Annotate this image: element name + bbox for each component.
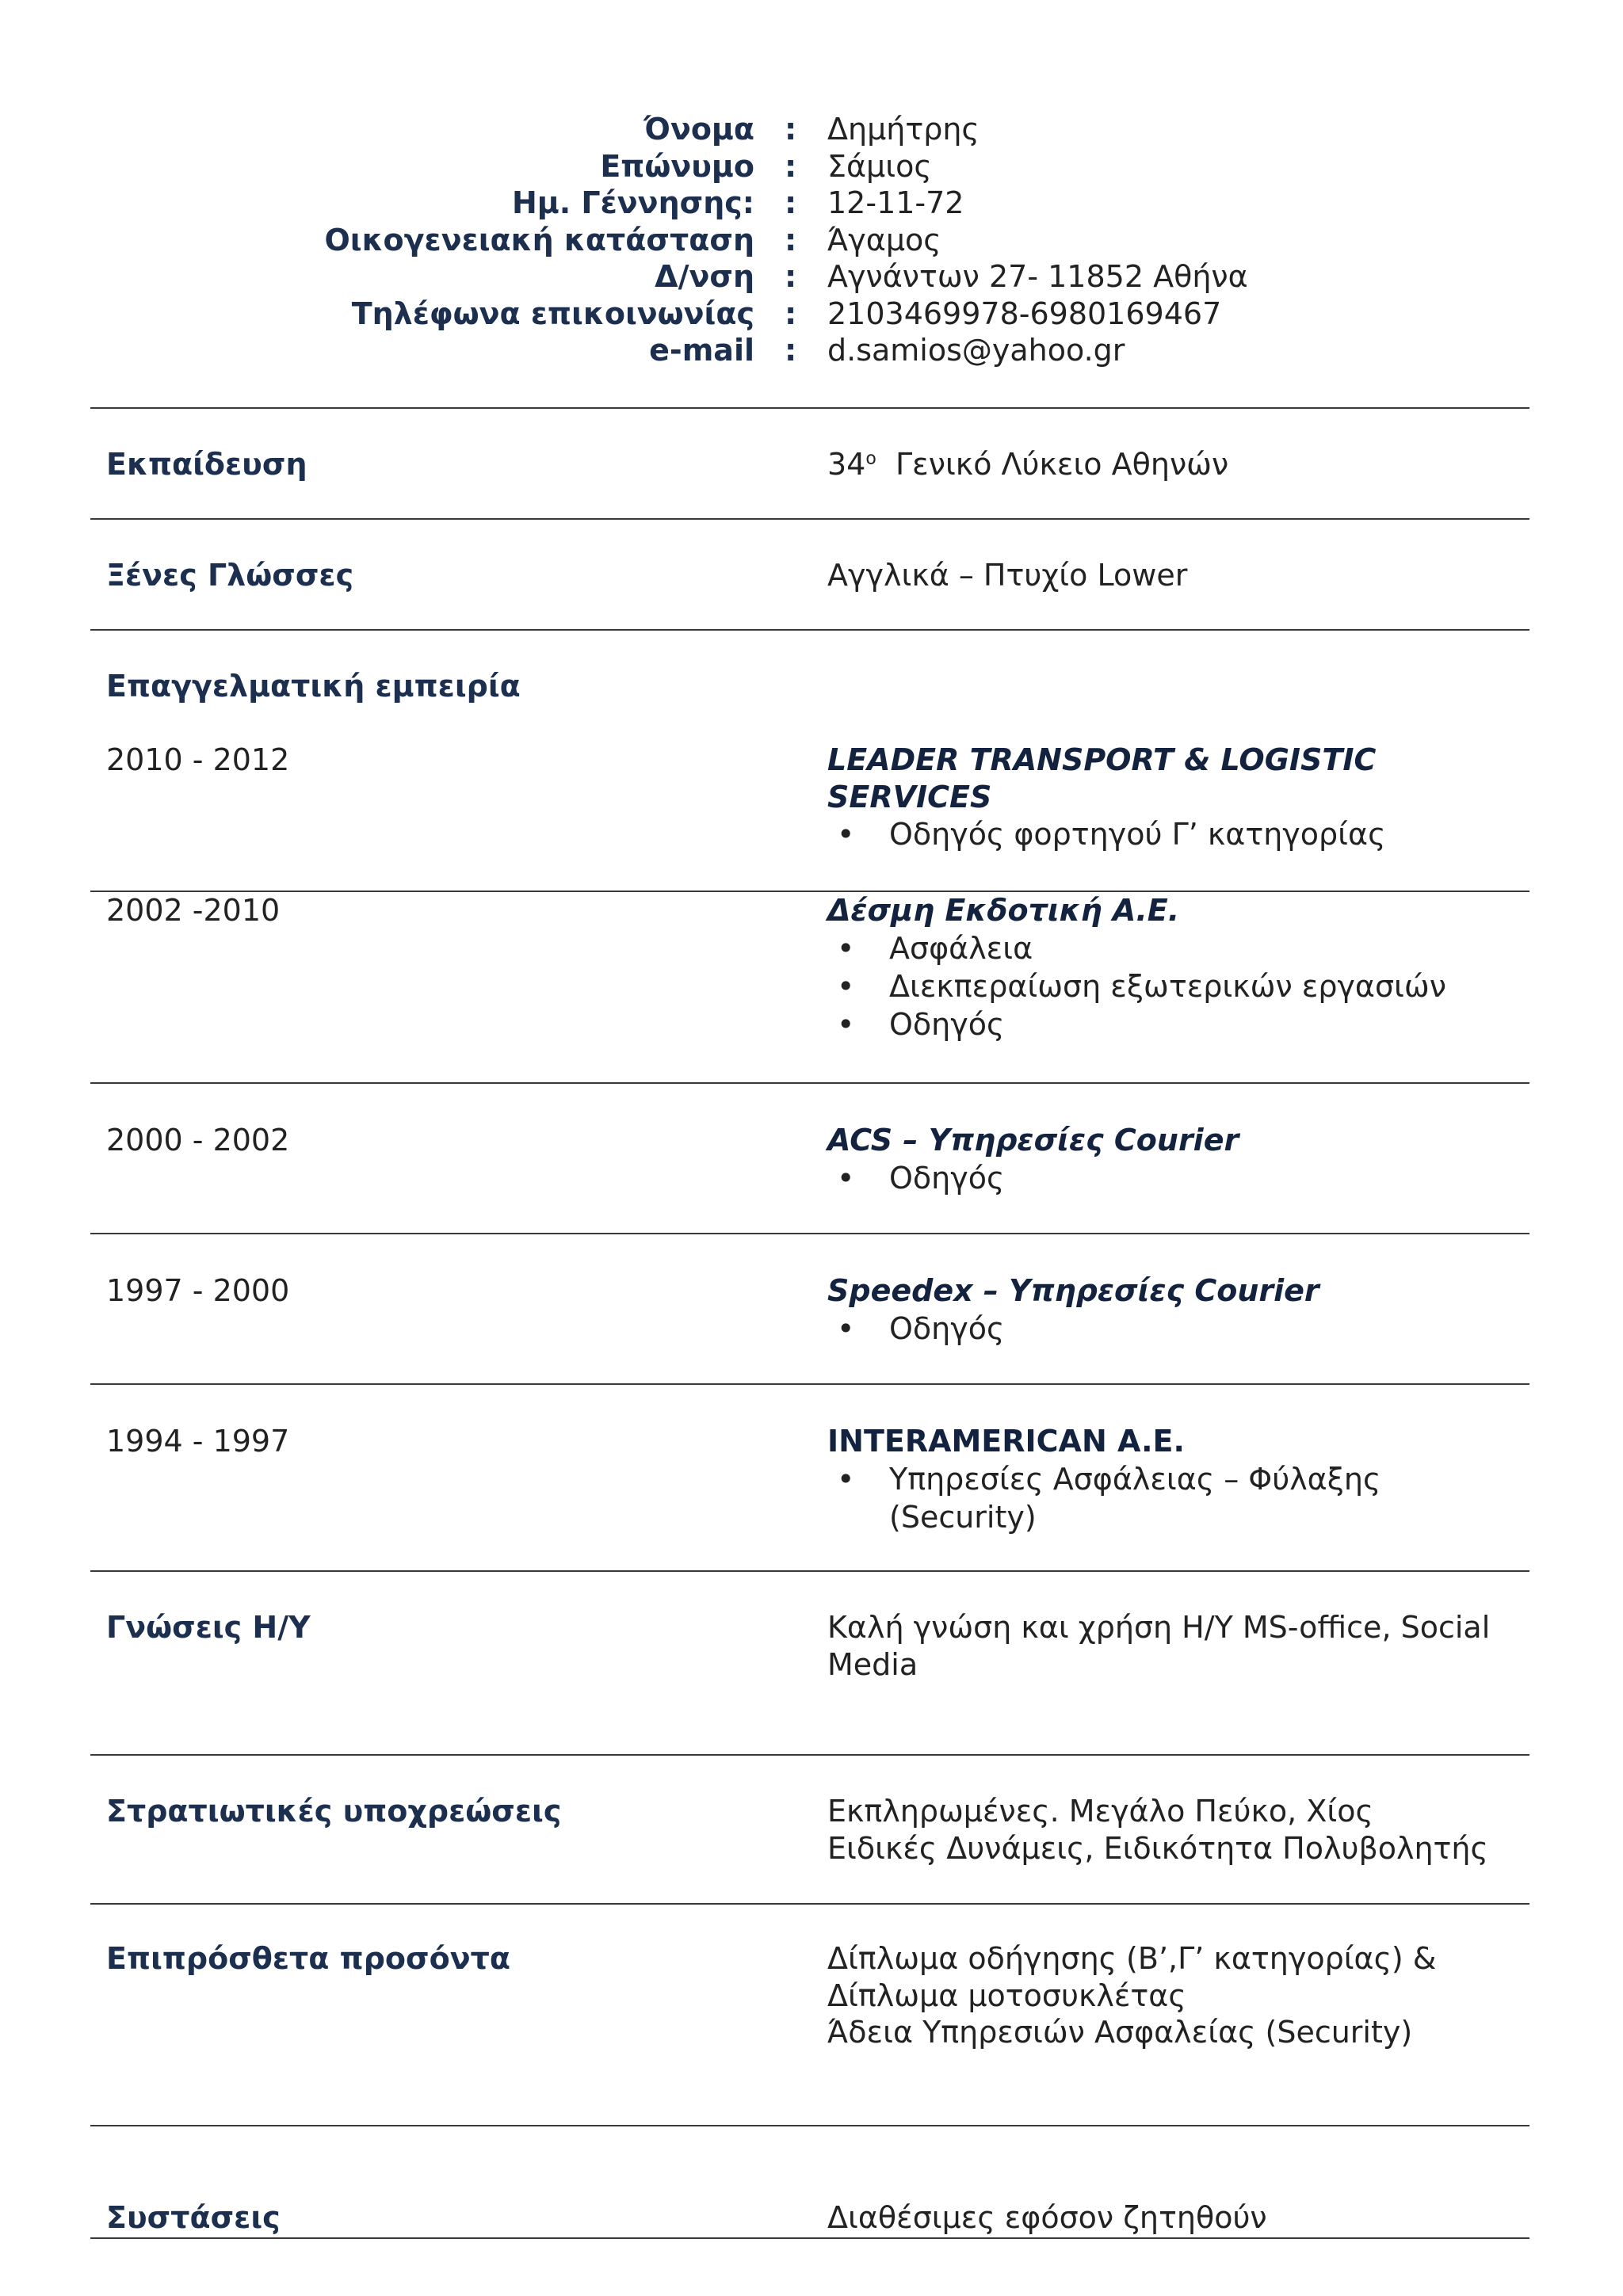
job-company-cont: SERVICES xyxy=(827,779,992,814)
job-duty: • Υπηρεσίες Ασφάλειας – Φύλαξης xyxy=(827,1460,1533,1498)
education-ordinal: ο xyxy=(865,448,876,469)
education-school-number: 34 xyxy=(827,447,866,482)
extra-line: Άδεια Υπηρεσιών Ασφαλείας (Security) xyxy=(827,2015,1413,2050)
languages-heading: Ξένες Γλώσσες xyxy=(106,558,354,593)
job-duties xyxy=(827,815,1533,853)
colon: : xyxy=(785,148,797,184)
military-line: Ειδικές Δυνάμεις, Ειδικότητα Πολυβολητής xyxy=(827,1830,1488,1866)
personal-label: e-mail xyxy=(649,333,754,368)
job-duties xyxy=(827,1310,1533,1348)
divider xyxy=(90,1233,1529,1234)
education-school: Γενικό Λύκειο Αθηνών xyxy=(896,447,1229,482)
divider xyxy=(90,1754,1529,1756)
divider xyxy=(90,1383,1529,1385)
colon: : xyxy=(785,222,797,257)
divider xyxy=(90,518,1529,520)
colon: : xyxy=(785,185,797,220)
computer-value xyxy=(827,1609,1533,1683)
job-company: INTERAMERICAN A.E. xyxy=(827,1424,1185,1459)
divider xyxy=(90,407,1529,409)
divider xyxy=(90,1570,1529,1572)
extra-value xyxy=(827,1940,1533,2051)
colon: : xyxy=(785,112,797,147)
job-entry xyxy=(827,1122,1533,1197)
job-company: LEADER TRANSPORT & LOGISTIC xyxy=(827,742,1377,777)
job-entry xyxy=(827,1272,1533,1348)
education-value xyxy=(827,446,1533,483)
personal-row-marital xyxy=(0,222,1623,259)
job-duty: • Οδηγός xyxy=(827,1310,1533,1348)
job-years: 1994 - 1997 xyxy=(106,1424,290,1459)
job-duties xyxy=(827,929,1533,1043)
colon: : xyxy=(785,259,797,294)
extra-heading: Επιπρόσθετα προσόντα xyxy=(106,1941,510,1976)
job-duties xyxy=(827,1159,1533,1197)
extra-line: Δίπλωμα μοτοσυκλέτας xyxy=(827,1978,1186,2013)
personal-row-surname xyxy=(0,148,1623,185)
job-entry xyxy=(827,892,1533,1043)
personal-label: Όνομα xyxy=(643,112,754,147)
personal-value: Δημήτρης xyxy=(827,112,980,147)
job-company: Δέσμη Εκδοτική Α.Ε. xyxy=(827,893,1180,928)
job-duty: • Διεκπεραίωση εξωτερικών εργασιών xyxy=(827,967,1533,1005)
education-heading: Εκπαίδευση xyxy=(106,447,307,482)
divider xyxy=(90,1082,1529,1084)
divider xyxy=(90,1903,1529,1905)
personal-label: Τηλέφωνα επικοινωνίας xyxy=(351,296,754,331)
experience-heading: Επαγγελματική εμπειρία xyxy=(106,669,521,704)
job-duty-cont xyxy=(827,1498,1533,1536)
personal-label: Επώνυμο xyxy=(600,148,754,184)
personal-row-phone xyxy=(0,296,1623,333)
personal-info xyxy=(0,111,1623,369)
personal-value: d.samios@yahoo.gr xyxy=(827,333,1125,368)
personal-row-email xyxy=(0,332,1623,369)
personal-value: 12-11-72 xyxy=(827,185,964,220)
job-years: 2000 - 2002 xyxy=(106,1123,290,1158)
personal-row-address xyxy=(0,258,1623,296)
military-line: Εκπληρωμένες. Μεγάλο Πεύκο, Χίος xyxy=(827,1794,1373,1829)
personal-label: Δ/νση xyxy=(655,259,754,294)
job-years: 2010 - 2012 xyxy=(106,742,290,777)
job-duties xyxy=(827,1460,1533,1536)
job-duty-cont-text: (Security) xyxy=(889,1499,1037,1535)
personal-value: Άγαμος xyxy=(827,222,941,257)
job-duty: • Ασφάλεια xyxy=(827,929,1533,967)
job-duty: • Οδηγός xyxy=(827,1005,1533,1043)
computer-line: Media xyxy=(827,1646,918,1682)
divider xyxy=(90,2125,1529,2126)
military-value xyxy=(827,1793,1533,1867)
personal-label: Οικογενειακή κατάσταση xyxy=(324,222,754,257)
job-duty: • Οδηγός φορτηγού Γ’ κατηγορίας xyxy=(827,815,1533,853)
colon: : xyxy=(785,333,797,368)
personal-row-name xyxy=(0,111,1623,148)
military-heading: Στρατιωτικές υποχρεώσεις xyxy=(106,1794,562,1829)
colon: : xyxy=(785,296,797,331)
personal-value: Σάμιος xyxy=(827,148,932,184)
job-duty: • Οδηγός xyxy=(827,1159,1533,1197)
references-heading: Συστάσεις xyxy=(106,2200,281,2235)
job-entry xyxy=(827,1423,1533,1536)
divider xyxy=(90,2237,1529,2239)
personal-value: 2103469978-6980169467 xyxy=(827,296,1222,331)
references-value: Διαθέσιμες εφόσον ζητηθούν xyxy=(827,2200,1267,2235)
computer-line: Καλή γνώση και χρήση Η/Υ MS-office, Social xyxy=(827,1610,1491,1645)
job-years: 2002 -2010 xyxy=(106,893,281,928)
personal-value: Αγνάντων 27- 11852 Αθήνα xyxy=(827,259,1248,294)
job-company: ACS – Υπηρεσίες Courier xyxy=(827,1123,1239,1158)
personal-row-birthdate xyxy=(0,185,1623,222)
personal-label: Ημ. Γέννησης: xyxy=(512,185,754,220)
job-company: Speedex – Υπηρεσίες Courier xyxy=(827,1273,1319,1308)
extra-line: Δίπλωμα οδήγησης (Β’,Γ’ κατηγορίας) & xyxy=(827,1941,1437,1976)
languages-value: Αγγλικά – Πτυχίο Lower xyxy=(827,558,1188,593)
job-years: 1997 - 2000 xyxy=(106,1273,290,1308)
job-entry xyxy=(827,742,1533,853)
divider xyxy=(90,629,1529,631)
computer-heading: Γνώσεις Η/Υ xyxy=(106,1610,311,1645)
